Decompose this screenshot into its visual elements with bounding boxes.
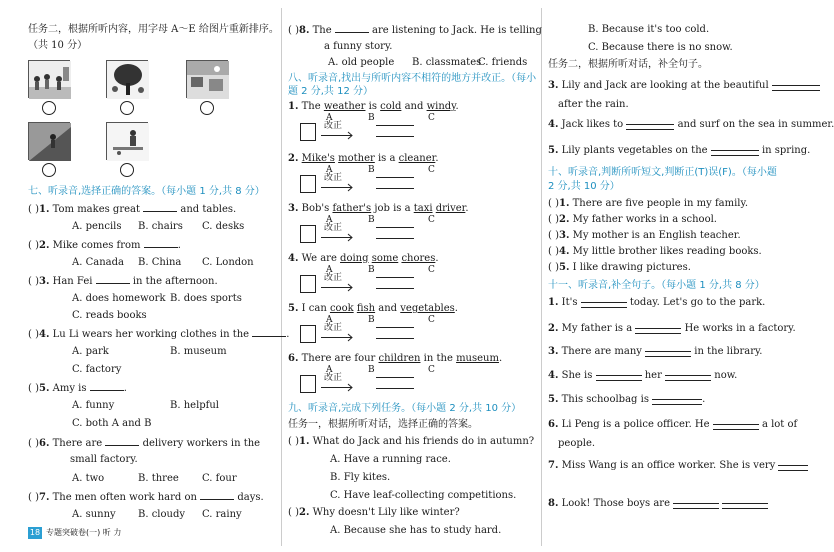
- letter-a: A: [326, 365, 333, 375]
- s-4: 4. She is her now.: [548, 370, 738, 381]
- page-number: 18: [29, 528, 41, 537]
- option-c[interactable]: C. reads books: [72, 310, 147, 321]
- option-c[interactable]: C. Have leaf-collecting competitions.: [330, 490, 517, 501]
- answer-line[interactable]: [376, 177, 414, 178]
- tf-2: ( )2. My father works in a school.: [548, 214, 717, 225]
- answer-line[interactable]: [376, 238, 414, 239]
- option-b[interactable]: B. helpful: [170, 400, 220, 411]
- option-a[interactable]: A. funny: [72, 400, 115, 411]
- q9-1: ( )1. What do Jack and his friends do in autumn?: [288, 436, 535, 447]
- question-8: ( )8. The are listening to Jack. He is telling: [288, 25, 542, 36]
- question-5: ( )5. Amy is .: [28, 383, 127, 394]
- option-a[interactable]: A. Canada: [72, 257, 124, 268]
- answer-box[interactable]: [300, 123, 316, 141]
- letter-c: C: [428, 265, 435, 275]
- picture-tree: [106, 60, 148, 98]
- section9-title: 九、听录音,完成下列任务。（每小题 2 分,共 10 分）: [288, 403, 522, 414]
- answer-blank[interactable]: [652, 395, 702, 405]
- question-3: ( )3. Han Fei in the afternoon.: [28, 276, 218, 287]
- answer-blank[interactable]: [144, 239, 178, 248]
- option-b[interactable]: B. three: [138, 473, 179, 484]
- footer-label: 专题突破卷(一) 听 力: [46, 528, 122, 537]
- fill-5: 5. Lily plants vegetables on the in spring.: [548, 145, 811, 156]
- answer-blank[interactable]: [96, 275, 130, 284]
- letter-b: B: [368, 165, 375, 175]
- picture-playground: [28, 60, 70, 98]
- fill-4: 4. Jack likes to and surf on the sea in summer.: [548, 119, 834, 130]
- q9-2: ( )2. Why doesn't Lily like winter?: [288, 507, 460, 518]
- letter-b: B: [368, 265, 375, 275]
- answer-blank[interactable]: [722, 499, 768, 509]
- underlined-a: weather: [323, 101, 366, 112]
- option-a[interactable]: A. does homework: [72, 293, 166, 304]
- letter-c: C: [428, 365, 435, 375]
- underlined-c: cleaner: [398, 153, 436, 164]
- letter-b: B: [368, 365, 375, 375]
- underlined-b: taxi: [413, 203, 433, 214]
- answer-box[interactable]: [300, 375, 316, 393]
- correct-label: 改正: [324, 323, 343, 333]
- question-2: ( )2. Mike comes from .: [28, 240, 181, 251]
- task2-heading: 任务二，根据所听对话，补全句子。: [548, 59, 708, 70]
- option-c[interactable]: C. both A and B: [72, 418, 152, 429]
- answer-line[interactable]: [376, 388, 414, 389]
- question-8-cont: a funny story.: [324, 41, 393, 52]
- answer-blank[interactable]: [90, 382, 124, 391]
- letter-c: C: [428, 215, 435, 225]
- answer-circle-5[interactable]: [120, 163, 134, 177]
- question-7: ( )7. The men often work hard on days.: [28, 492, 264, 503]
- s-6-cont: people.: [558, 438, 596, 449]
- option-b[interactable]: B. Fly kites.: [330, 472, 391, 483]
- fill-3: 3. Lily and Jack are looking at the beautiful: [548, 80, 820, 92]
- answer-line[interactable]: [376, 327, 414, 328]
- answer-line[interactable]: [376, 188, 414, 189]
- picture-forest: [28, 122, 70, 160]
- option-c[interactable]: C. rainy: [202, 509, 242, 520]
- answer-line[interactable]: [376, 377, 414, 378]
- option-c[interactable]: C. friends: [478, 57, 528, 68]
- letter-b: B: [368, 113, 375, 123]
- option-a[interactable]: A. Because she has to study hard.: [330, 525, 502, 536]
- tf-5: ( )5. I like drawing pictures.: [548, 262, 691, 273]
- underlined-c: driver: [435, 203, 466, 214]
- question-6: ( )6. There are delivery workers in the: [28, 438, 261, 449]
- fill-3-cont: after the rain.: [558, 99, 629, 110]
- section8-title: 八、听录音,找出与所听内容不相符的地方并改正。（每小: [288, 73, 537, 84]
- answer-circle-2[interactable]: [120, 101, 134, 115]
- option-c[interactable]: C. Because there is no snow.: [588, 42, 733, 53]
- tf-4: ( )4. My little brother likes reading books.: [548, 246, 762, 257]
- answer-circle-3[interactable]: [200, 101, 214, 115]
- question-1: ( )1. Tom makes great and tables.: [28, 204, 237, 215]
- option-c[interactable]: C. factory: [72, 364, 122, 375]
- section10-title: 十、听录音,判断所听短文,判断正(T)误(F)。（每小题: [548, 167, 777, 178]
- answer-blank[interactable]: [626, 120, 674, 130]
- answer-blank[interactable]: [713, 420, 759, 430]
- option-b[interactable]: B. Because it's too cold.: [588, 24, 710, 35]
- answer-box[interactable]: [300, 175, 316, 193]
- answer-line[interactable]: [376, 136, 414, 137]
- s-1: 1. It's today. Let's go to the park.: [548, 297, 766, 308]
- answer-line[interactable]: [376, 125, 414, 126]
- answer-blank[interactable]: [711, 146, 759, 156]
- underlined-a: doing: [340, 253, 369, 264]
- letter-a: A: [326, 165, 333, 175]
- underlined-c: windy: [426, 101, 456, 112]
- correct-label: 改正: [324, 121, 343, 131]
- tf-1: ( )1. There are five people in my family.: [548, 198, 748, 209]
- question-4: ( )4. Lu Li wears her working clothes in the .: [28, 329, 290, 340]
- option-a[interactable]: A. two: [72, 473, 105, 484]
- s-3: 3. There are many in the library.: [548, 346, 763, 357]
- option-a[interactable]: A. sunny: [72, 509, 116, 520]
- answer-circle-4[interactable]: [42, 163, 56, 177]
- underlined-b: some: [371, 253, 399, 264]
- answer-box[interactable]: [300, 275, 316, 293]
- letter-c: C: [428, 165, 435, 175]
- task1-heading: 任务一，根据所听对话，选择正确的答案。: [288, 419, 478, 430]
- underlined-b: museum: [456, 353, 499, 364]
- answer-blank[interactable]: [143, 203, 177, 212]
- answer-circle-1[interactable]: [42, 101, 56, 115]
- answer-blank[interactable]: [673, 499, 719, 509]
- answer-blank[interactable]: [581, 298, 627, 308]
- answer-blank[interactable]: [200, 491, 234, 500]
- section7-title: 七、听录音,选择正确的答案。（每小题 1 分,共 8 分）: [28, 186, 265, 197]
- letter-a: A: [326, 315, 333, 325]
- option-c[interactable]: C. four: [202, 473, 237, 484]
- option-a[interactable]: A. park: [72, 346, 109, 357]
- answer-box[interactable]: [300, 225, 316, 243]
- answer-line[interactable]: [376, 288, 414, 289]
- correct-label: 改正: [324, 223, 343, 233]
- answer-blank[interactable]: [596, 371, 642, 381]
- arrow-icon: [320, 333, 354, 342]
- arrow-icon: [320, 283, 354, 292]
- answer-blank[interactable]: [772, 81, 820, 91]
- arrow-icon: [320, 183, 354, 192]
- s-8: 8. Look! Those boys are: [548, 498, 768, 510]
- underlined-c: chores: [401, 253, 436, 264]
- task2-score: （共 10 分）: [28, 40, 88, 51]
- section8-title-cont: 题 2 分,共 12 分）: [288, 86, 373, 97]
- underlined-a: Mike's: [301, 153, 335, 164]
- answer-blank[interactable]: [778, 461, 808, 471]
- underlined-b: fish: [356, 303, 376, 314]
- s-2: 2. My father is a He works in a factory.: [548, 323, 796, 334]
- letter-c: C: [428, 113, 435, 123]
- option-b[interactable]: B. China: [138, 257, 182, 268]
- answer-box[interactable]: [300, 325, 316, 343]
- answer-line[interactable]: [376, 277, 414, 278]
- answer-blank[interactable]: [665, 371, 711, 381]
- letter-a: A: [326, 113, 333, 123]
- underlined-a: father's: [332, 203, 372, 214]
- option-b[interactable]: B. cloudy: [138, 509, 186, 520]
- option-a[interactable]: A. pencils: [72, 221, 122, 232]
- option-a[interactable]: A. Have a running race.: [330, 454, 451, 465]
- picture-park: [106, 122, 148, 160]
- letter-c: C: [428, 315, 435, 325]
- arrow-icon: [320, 233, 354, 242]
- answer-blank[interactable]: [252, 328, 286, 337]
- arrow-icon: [320, 131, 354, 140]
- option-b[interactable]: B. does sports: [170, 293, 242, 304]
- s-5: 5. This schoolbag is .: [548, 394, 706, 405]
- answer-blank[interactable]: [335, 24, 369, 33]
- letter-b: B: [368, 215, 375, 225]
- option-c[interactable]: C. desks: [202, 221, 245, 232]
- arrow-icon: [320, 383, 354, 392]
- picture-beach: [186, 60, 228, 98]
- section10-title-cont: 2 分,共 10 分）: [548, 181, 620, 192]
- task2-heading: 任务二，根据所听内容，用字母 A～E 给图片重新排序。: [28, 24, 279, 35]
- answer-blank[interactable]: [645, 347, 691, 357]
- answer-blank[interactable]: [635, 324, 681, 334]
- option-b[interactable]: B. classmates: [412, 57, 482, 68]
- tf-3: ( )3. My mother is an English teacher.: [548, 230, 741, 241]
- letter-a: A: [326, 265, 333, 275]
- correct-label: 改正: [324, 273, 343, 283]
- answer-line[interactable]: [376, 227, 414, 228]
- question-6-cont: small factory.: [70, 454, 138, 465]
- correct-label: 改正: [324, 173, 343, 183]
- answer-line[interactable]: [376, 338, 414, 339]
- s-6: 6. Li Peng is a police officer. He a lot of: [548, 419, 798, 430]
- underlined-b: mother: [338, 153, 375, 164]
- section11-title: 十一、听录音,补全句子。（每小题 1 分,共 8 分）: [548, 280, 765, 291]
- option-c[interactable]: C. London: [202, 257, 254, 268]
- correct-label: 改正: [324, 373, 343, 383]
- option-b[interactable]: B. chairs: [138, 221, 183, 232]
- option-a[interactable]: A. old people: [328, 57, 395, 68]
- underlined-a: cook: [329, 303, 354, 314]
- underlined-a: children: [378, 353, 421, 364]
- underlined-b: cold: [380, 101, 402, 112]
- underlined-c: vegetables: [400, 303, 455, 314]
- letter-a: A: [326, 215, 333, 225]
- letter-b: B: [368, 315, 375, 325]
- answer-blank[interactable]: [105, 437, 139, 446]
- option-b[interactable]: B. museum: [170, 346, 227, 357]
- s-7: 7. Miss Wang is an office worker. She is very: [548, 460, 808, 472]
